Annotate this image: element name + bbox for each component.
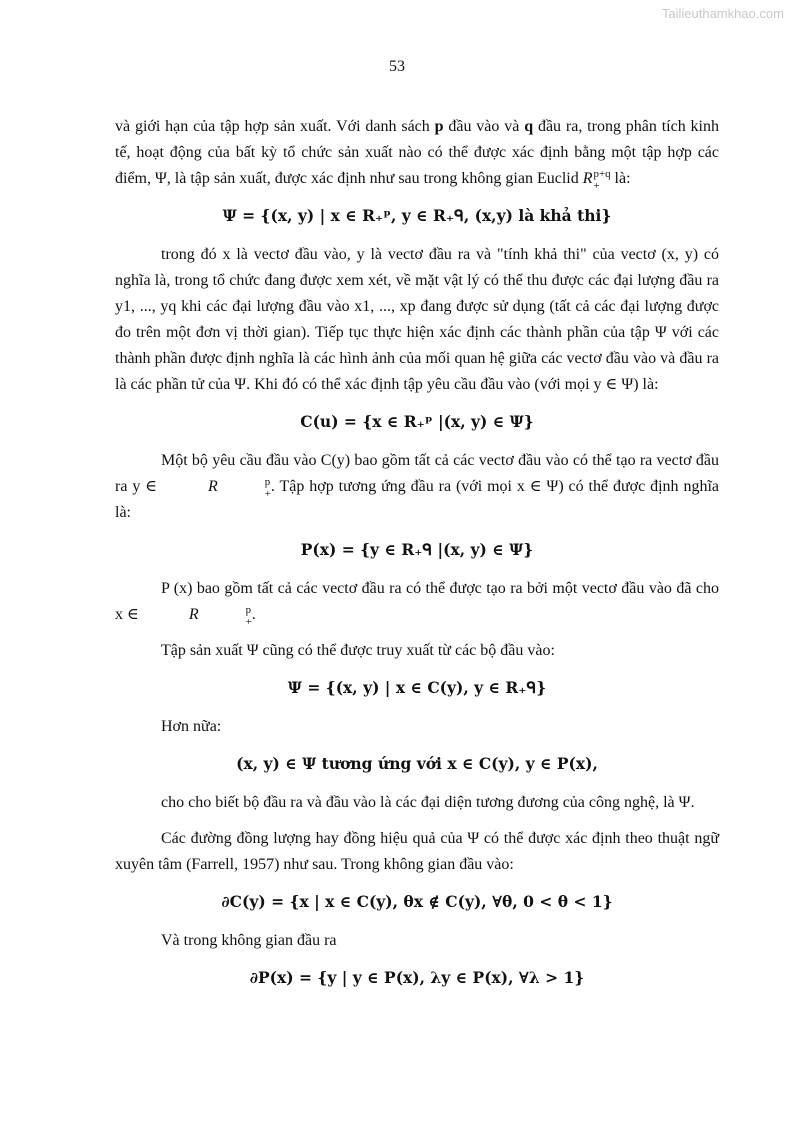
formula-production-set-from-inputs: Ψ = {(x, y) | x ∈ C(y), y ∈ R₊ᑫ}: [287, 678, 547, 697]
text-run: đầu vào và: [443, 118, 525, 135]
math-symbol-base: R: [207, 478, 218, 495]
formula-equivalence: (x, y) ∈ Ψ tương ứng với x ∈ C(y), y ∈ P(x),: [236, 754, 598, 773]
paragraph-6: Hơn nữa:: [161, 718, 222, 735]
text-run: là:: [610, 170, 631, 187]
text-run: Một bộ yêu cầu đầu vào C(y) bao gồm tất cả các vectơ đầu vào có thể tạo ra vectơ đầu ra y ∈: [115, 452, 719, 495]
formula-output-correspondence-set: P(x) = {y ∈ R₊ᑫ |(x, y) ∈ Ψ}: [300, 540, 534, 559]
math-symbol: [583, 166, 611, 192]
math-subscript: +: [593, 179, 600, 192]
math-symbol-base: R: [188, 606, 199, 623]
text-run: và giới hạn của tập hợp sản xuất. Với danh sách: [115, 118, 435, 135]
watermark: Tailieuthamkhao.com: [661, 6, 784, 21]
paragraph-8: Các đường đồng lượng hay đồng hiệu quả của Ψ có thể được xác định theo thuật ngữ xuyên tâm (Farrell, 1957) như sau. Trong không gian đầu vào:: [115, 830, 719, 873]
math-superscript: p: [264, 476, 271, 489]
math-superscript: p+q: [593, 168, 611, 181]
paragraph-1: [115, 114, 719, 192]
paragraph-9: Và trong không gian đầu ra: [161, 932, 337, 949]
text-run: đầu ra, trong phân tích kinh tế, hoạt động của bất kỳ tổ chức sản xuất nào có thể được xác định bằng một tập hợp các điểm, Ψ, là tập sản xuất, được xác định như sau trong không gian Euclid: [115, 118, 720, 187]
formula-production-set: Ψ = {(x, y) | x ∈ R₊ᵖ, y ∈ R₊ᑫ, (x,y) là khả thi}: [222, 206, 612, 225]
page-number: 53: [389, 58, 405, 75]
text-run: .: [251, 606, 256, 623]
math-subscript: +: [264, 487, 271, 500]
math-symbol-base: R: [582, 170, 593, 187]
text-run-bold: p: [434, 118, 444, 135]
paragraph-4: [115, 576, 719, 628]
math-symbol: [143, 602, 252, 628]
math-superscript: p: [245, 604, 252, 617]
paragraph-3: [115, 448, 719, 526]
formula-input-requirement-set: C(u) = {x ∈ R₊ᵖ |(x, y) ∈ Ψ}: [300, 412, 534, 431]
math-symbol: [162, 474, 271, 500]
formula-input-isoquant: ∂C(y) = {x | x ∈ C(y), θx ∉ C(y), ∀θ, 0 < θ < 1}: [221, 892, 613, 911]
paragraph-5: Tập sản xuất Ψ cũng có thể được truy xuất từ các bộ đầu vào:: [161, 642, 555, 659]
text-run: P (x) bao gồm tất cả các vectơ đầu ra có thể được tạo ra bởi một vectơ đầu vào đã cho x ∈: [115, 580, 719, 623]
paragraph-2: trong đó x là vectơ đầu vào, y là vectơ đầu ra và "tính khả thi" của vectơ (x, y) có nghĩa là, trong tổ chức đang được xem xét, về mặt vật lý có thể thu được các đại lượng đầu ra y1, ..., yq khi các đại lượng đầu vào x1, ..., xp đang được sử dụng (tất cả các đại lượng được đo trên một đơn vị thời gian). Tiếp tục thực hiện xác định các thành phần của tập Ψ với các thành phần được định nghĩa là các hình ảnh của mối quan hệ giữa các vectơ đầu vào và đầu ra là các phần tử của Ψ. Khi đó có thể xác định tập yêu cầu đầu vào (với mọi y ∈ Ψ) là:: [115, 246, 720, 393]
paragraph-7: cho cho biết bộ đầu ra và đầu vào là các đại diện tương đương của công nghệ, là Ψ.: [161, 794, 695, 811]
formula-output-isoquant: ∂P(x) = {y | y ∈ P(x), λy ∈ P(x), ∀λ > 1}: [249, 968, 585, 987]
text-run: . Tập hợp tương ứng đầu ra (với mọi x ∈ Ψ) có thể được định nghĩa là:: [115, 478, 719, 521]
text-run-bold: q: [524, 118, 534, 135]
page-body: [115, 114, 719, 1004]
math-subscript: +: [245, 615, 252, 628]
